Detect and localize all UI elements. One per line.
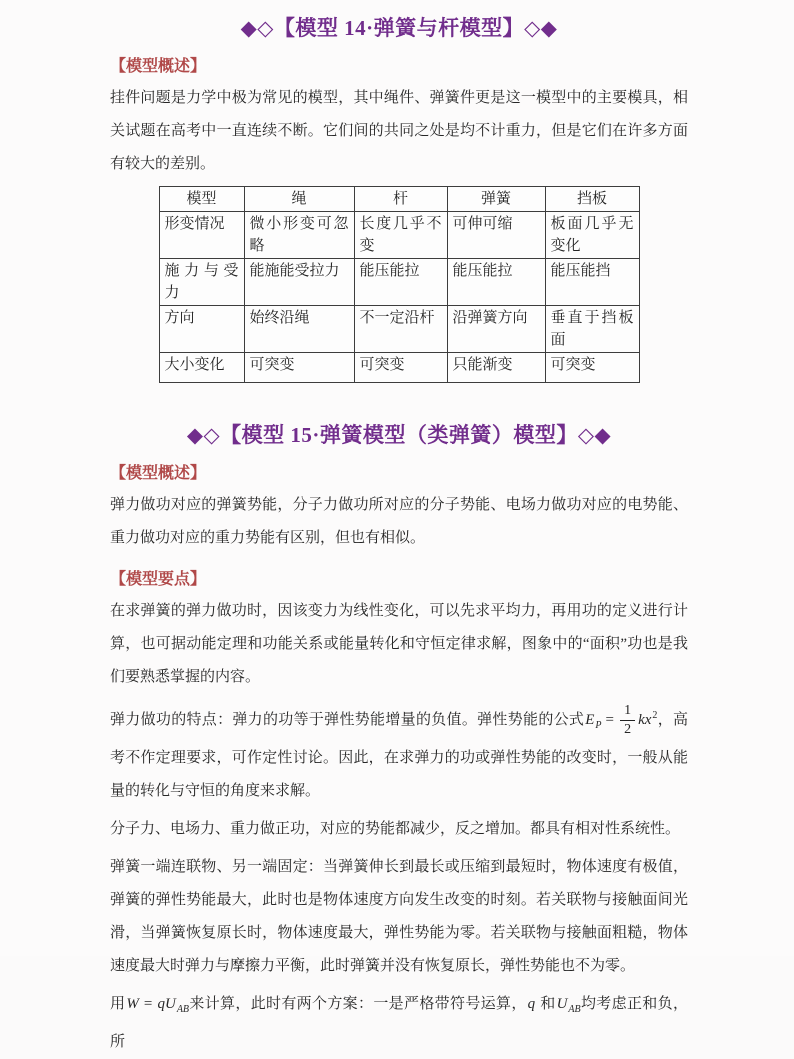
table-cell: 可突变	[244, 353, 354, 383]
intro-paragraph: 挂件问题是力学中极为常见的模型，其中绳件、弹簧件更是这一模型中的主要模具，相关试题在高考中一直连续不断。它们间的共同之处是均不计重力，但是它们在许多方面有较大的差别。	[110, 90, 688, 172]
table-header-cell: 杆	[354, 187, 447, 212]
table-row	[159, 306, 639, 353]
table-row	[159, 259, 639, 306]
table-cell: 方向	[159, 306, 244, 353]
table-cell: 可伸可缩	[447, 212, 545, 259]
table-header-row	[159, 187, 639, 212]
table-cell: 可突变	[545, 353, 639, 383]
fraction-one-half: $\frac{1}{2}$	[620, 703, 635, 738]
table-cell: 沿弹簧方向	[447, 306, 545, 353]
table-cell: 长度几乎不变	[354, 212, 447, 259]
model-comparison-table	[159, 186, 640, 383]
table-header-cell: 弹簧	[447, 187, 545, 212]
overview-paragraph: 弹力做功对应的弹簧势能，分子力做功所对应的分子势能、电场力做功对应的电势能、重力做功对应的重力势能有区别，但也有相似。	[110, 497, 688, 546]
table-cell: 始终沿绳	[244, 306, 354, 353]
table-header-cell: 挡板	[545, 187, 639, 212]
table-cell: 能施能受拉力	[244, 259, 354, 306]
relative-energy-paragraph: 分子力、电场力、重力做正功，对应的势能都减少，反之增加。都具有相对性系统性。	[110, 821, 681, 837]
table-cell: 垂直于挡板面	[545, 306, 639, 353]
table-cell: 不一定沿杆	[354, 306, 447, 353]
spring-end-paragraph: 弹簧一端连联物、另一端固定：当弹簧伸长到最长或压缩到最短时，物体速度有极值，弹簧的弹性势能最大，此时也是物体速度方向发生改变的时刻。若关联物与接触面间光滑，当弹簧恢复原长时，物体速度最大，弹性势能为零。若关联物与接触面粗糙，物体速度最大时弹力与摩擦力平衡，此时弹簧并没有恢复原长，弹性势能也不为零。	[110, 859, 688, 974]
model-keypoints-label: 【模型要点】	[110, 571, 207, 588]
spring-work-paragraph: 在求弹簧的弹力做功时，因该变力为线性变化，可以先求平均力，再用功的定义进行计算，也可据动能定理和功能关系或能量转化和守恒定律求解，图象中的“面积”功也是我们要熟悉掌握的内容。	[110, 603, 688, 685]
table-row	[159, 212, 639, 259]
table-cell: 能压能拉	[447, 259, 545, 306]
table-cell: 大小变化	[159, 353, 244, 383]
section-title-model-15: ◆◇【模型 15·弹簧模型（类弹簧）模型】◇◆	[186, 423, 612, 447]
electric-work-formula-paragraph: 用$W = qU_{AB}$来计算，此时有两个方案：一是严格带符号运算，q 和$U_{AB}$均考虑正和负，所	[110, 996, 688, 1050]
section-title-model-14: ◆◇【模型 14·弹簧与杆模型】◇◆	[240, 16, 558, 40]
model-overview-label: 【模型概述】	[110, 58, 207, 75]
table-header-cell: 绳	[244, 187, 354, 212]
table-cell: 能压能挡	[545, 259, 639, 306]
table-cell: 微小形变可忽略	[244, 212, 354, 259]
model-overview-label: 【模型概述】	[110, 465, 207, 482]
table-row	[159, 353, 639, 383]
table-cell: 可突变	[354, 353, 447, 383]
table-cell: 板面几乎无变化	[545, 212, 639, 259]
table-cell: 形变情况	[159, 212, 244, 259]
table-header-cell: 模型	[159, 187, 244, 212]
table-cell: 能压能拉	[354, 259, 447, 306]
table-cell: 只能渐变	[447, 353, 545, 383]
table-cell: 施力与受力	[159, 259, 244, 306]
elastic-energy-formula-paragraph: 弹力做功的特点：弹力的功等于弹性势能增量的负值。弹性势能的公式$E_P$ = $\frac{1}{2}$ $kx^2$，高考不作定理要求，可作定性讨论。因此，在求弹力的功或弹性势能的改变时，一般从能量的转化与守恒的角度来求解。	[110, 702, 688, 799]
